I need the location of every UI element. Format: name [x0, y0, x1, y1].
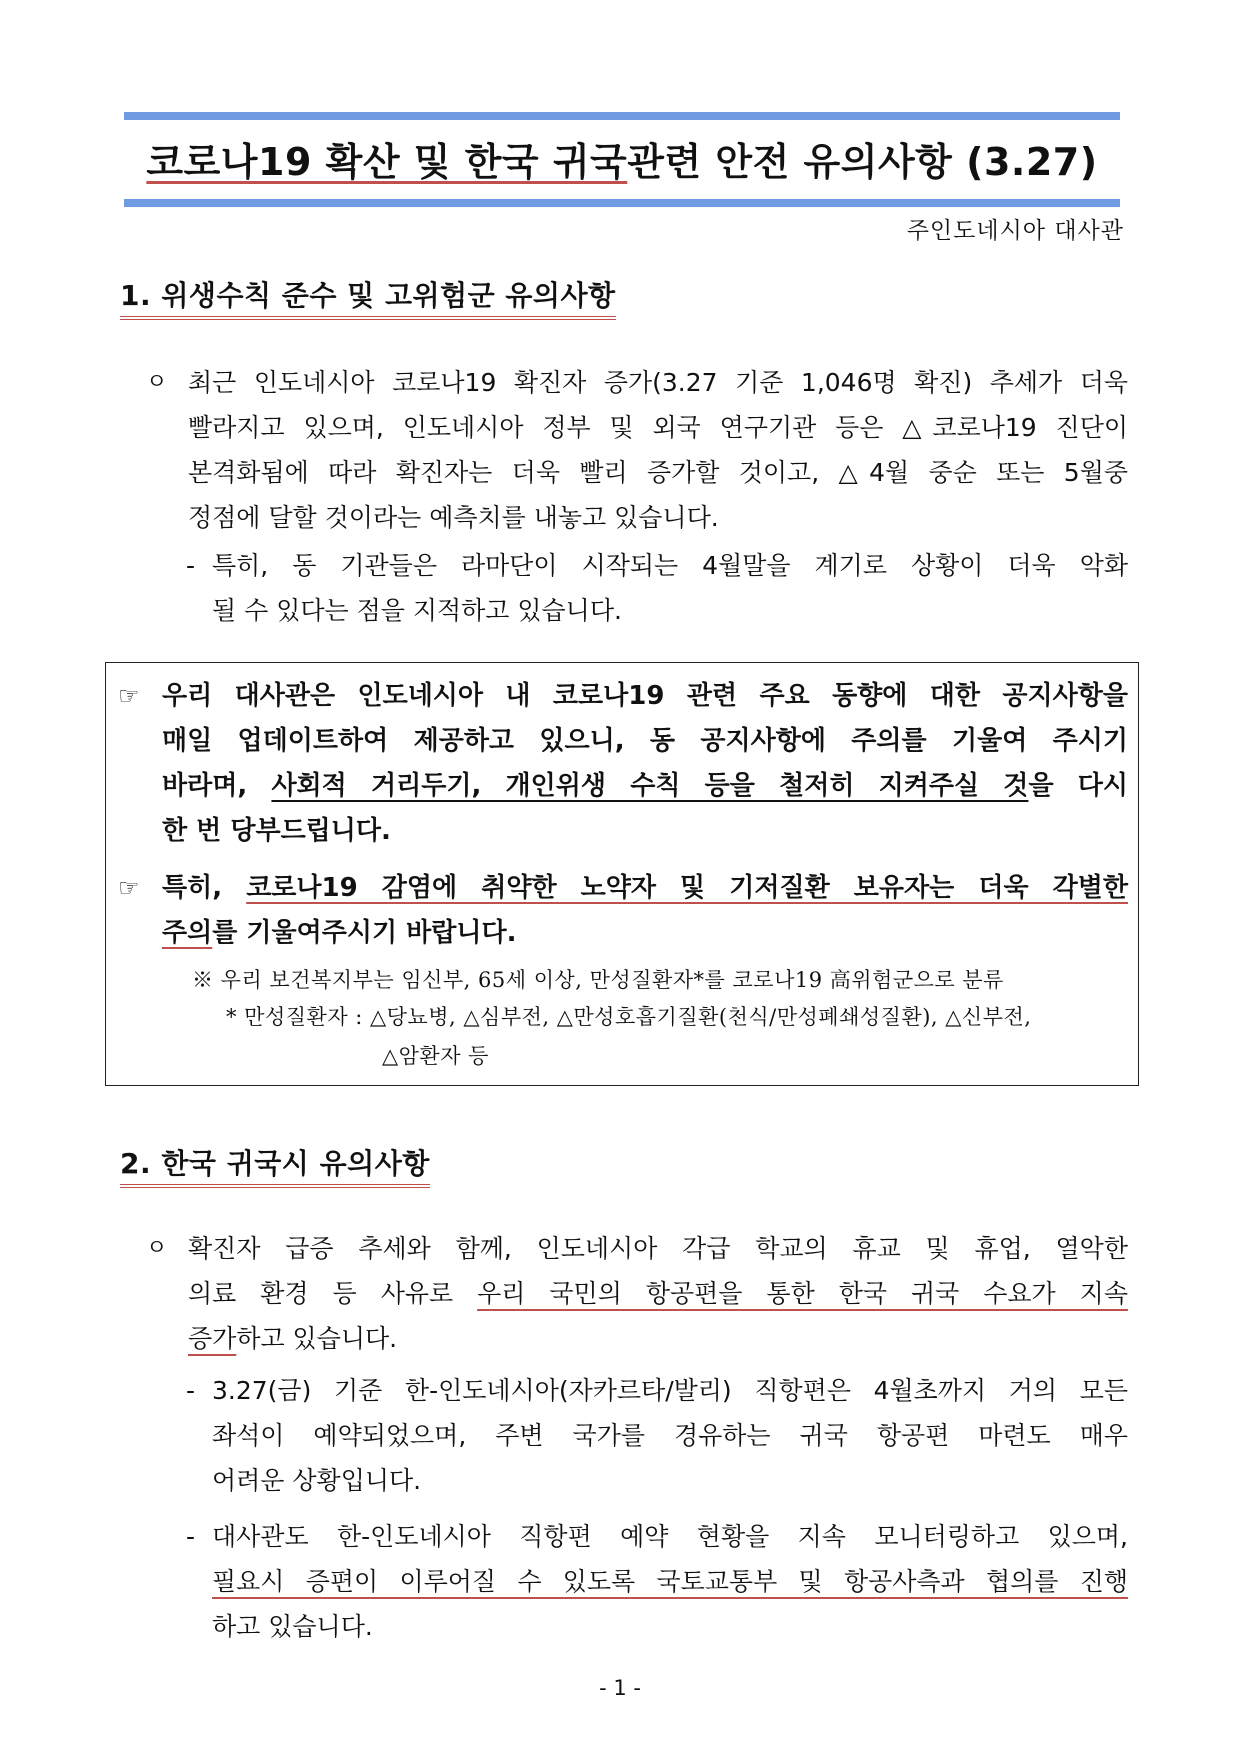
section-2-sub-marker: -	[186, 1522, 196, 1551]
title-bar-bottom	[124, 199, 1120, 207]
document-title-rest: 관련 안전 유의사항 (3.27)	[627, 139, 1098, 184]
text-line: 특히, 동 기관들은 라마단이 시작되는 4월말을 계기로 상황이 더욱 악화	[212, 551, 1128, 580]
emphasis-underline: 우리 국민의 항공편을 통한 한국 귀국 수요가 지속	[477, 1279, 1128, 1308]
text-line: 한 번 당부드립니다.	[162, 816, 391, 846]
section-1-bullet-marker: ㅇ	[146, 370, 168, 395]
section-2-heading: 2. 한국 귀국시 유의사항	[120, 1142, 430, 1182]
emphasis-underline: 필요시 증편이 이루어질 수 있도록 국토교통부 및 항공사측과 협의를 진행	[212, 1567, 1128, 1596]
title-bar-top	[124, 112, 1120, 120]
section-2-sub-marker: -	[186, 1376, 196, 1405]
document-title-underlined: 코로나19 확산 및 한국 귀국	[146, 139, 628, 184]
text-line: 우리 대사관은 인도네시아 내 코로나19 관련 주요 동향에 대한 공지사항을	[162, 681, 1128, 711]
text-line: 어려운 상황입니다.	[212, 1466, 422, 1495]
section-2-sub-2	[212, 1514, 1128, 1649]
text-line	[212, 1559, 1128, 1604]
emphasis-underline: 사회적 거리두기, 개인위생 수칙 등을 철저히 지켜주실 것	[271, 771, 1029, 801]
text-line: 의료 환경 등 사유로 우리 국민의 항공편을 통한 한국 귀국 수요가 지속	[188, 1279, 1128, 1308]
section-1-sub-marker: -	[186, 551, 196, 580]
pointing-hand-icon: ☞	[118, 682, 140, 710]
text-line: 정점에 달할 것이라는 예측치를 내놓고 있습니다.	[188, 503, 719, 532]
emphasis-underline: 증가	[188, 1324, 237, 1353]
page-number: - 1 -	[599, 1676, 641, 1700]
notice-paragraph-2	[162, 866, 1128, 956]
text-line: 3.27(금) 기준 한-인도네시아(자카르타/발리) 직항편은 4월초까지 거의 모든	[212, 1376, 1128, 1405]
section-2-bullet-marker: ㅇ	[146, 1236, 168, 1261]
text-line: 본격화됨에 따라 확진자는 더욱 빨리 증가할 것이고, △4월 중순 또는 5월중	[188, 458, 1128, 487]
section-1-bullet-1	[188, 360, 1128, 540]
footnote-line-3: △암환자 등	[382, 1044, 489, 1068]
section-1-heading: 1. 위생수칙 준수 및 고위험군 유의사항	[120, 274, 616, 314]
text-line: 하고 있습니다.	[212, 1612, 373, 1641]
text-line: 빨라지고 있으며, 인도네시아 정부 및 외국 연구기관 등은 △코로나19 진단이	[188, 413, 1128, 442]
text-line: 될 수 있다는 점을 지적하고 있습니다.	[212, 596, 622, 625]
footnote-line-2: * 만성질환자 : △당뇨병, △심부전, △만성호흡기질환(천식/만성폐쇄성질환), △신부전,	[226, 1005, 1032, 1029]
document-title	[124, 124, 1120, 192]
notice-paragraph-1	[162, 674, 1128, 854]
text-line: 대사관도 한-인도네시아 직항편 예약 현황을 지속 모니터링하고 있으며,	[212, 1522, 1128, 1551]
section-1-sub-1	[212, 543, 1128, 633]
emphasis-underline: 주의	[162, 918, 213, 948]
text-line: 확진자 급증 추세와 함께, 인도네시아 각급 학교의 휴교 및 휴업, 열악한	[188, 1234, 1128, 1263]
text-line: 바라며, 사회적 거리두기, 개인위생 수칙 등을 철저히 지켜주실 것을 다시	[162, 771, 1128, 801]
section-2-sub-1	[212, 1368, 1128, 1503]
text-line: 매일 업데이트하여 제공하고 있으니, 동 공지사항에 주의를 기울여 주시기	[162, 726, 1128, 756]
emphasis-underline: 코로나19 감염에 취약한 노약자 및 기저질환 보유자는 더욱 각별한	[246, 873, 1128, 903]
text-line: 주의를 기울여주시기 바랍니다.	[162, 918, 517, 948]
text-line: 좌석이 예약되었으며, 주변 국가를 경유하는 귀국 항공편 마련도 매우	[212, 1421, 1128, 1450]
pointing-hand-icon: ☞	[118, 874, 140, 902]
text-line: 최근 인도네시아 코로나19 확진자 증가(3.27 기준 1,046명 확진) 추세가 더욱	[188, 368, 1128, 397]
issuer-name: 주인도네시아 대사관	[906, 218, 1124, 244]
footnote-line-1: ※ 우리 보건복지부는 임신부, 65세 이상, 만성질환자*를 코로나19 高위험군으로 분류	[192, 968, 1004, 992]
text-line: 특히, 코로나19 감염에 취약한 노약자 및 기저질환 보유자는 더욱 각별한	[162, 873, 1128, 903]
section-2-bullet-1	[188, 1226, 1128, 1361]
text-line: 증가하고 있습니다.	[188, 1324, 398, 1353]
